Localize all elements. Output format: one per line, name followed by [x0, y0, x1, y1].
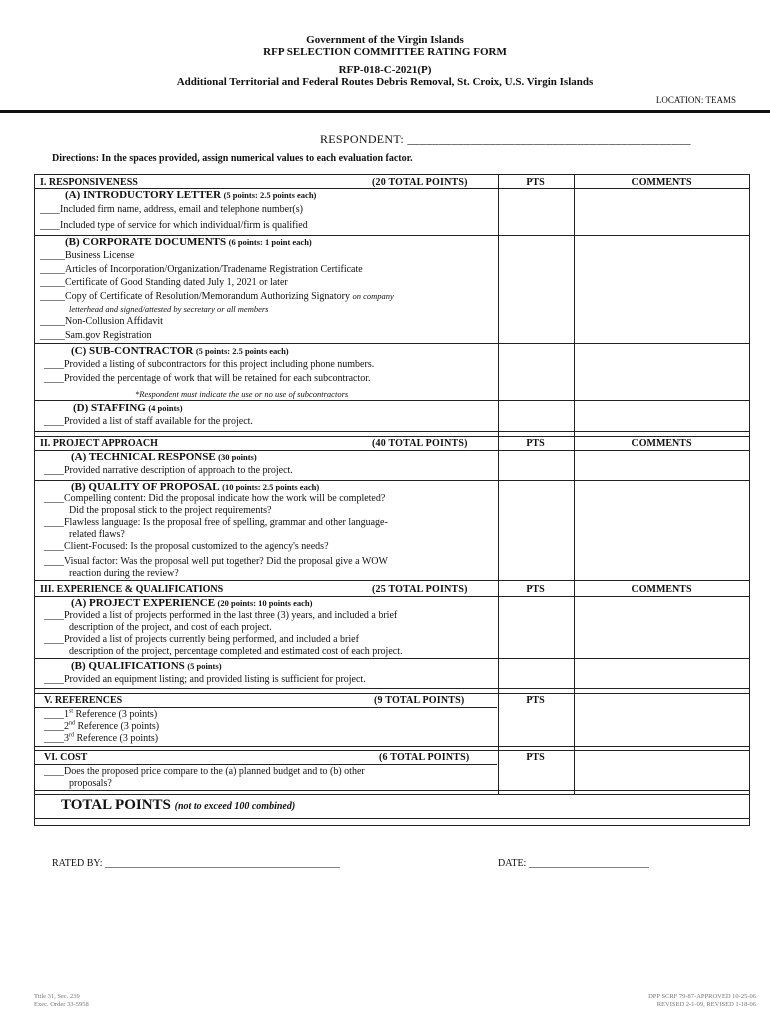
comments-header: COMMENTS [631, 438, 692, 449]
s1-b-item-5[interactable]: _____Non-Collusion Affidavit [40, 316, 163, 327]
rated-by-field[interactable]: RATED BY: _______________________________________________ [52, 858, 340, 869]
s1-a-item-2[interactable]: ____Included type of service for which individual/firm is qualified [40, 220, 308, 231]
rating-table [34, 174, 750, 826]
s1-a-item-1[interactable]: ____Included firm name, address, email and telephone number(s) [40, 204, 303, 215]
s1-b-item-2[interactable]: _____Articles of Incorporation/Organization/Tradename Registration Certificate [40, 264, 363, 275]
section-1-total: (20 TOTAL POINTS) [372, 177, 468, 188]
footer-left-2: Exec. Order 33-5958 [34, 1001, 89, 1008]
s1-d-points: (4 points) [148, 403, 183, 413]
comments-header: COMMENTS [631, 177, 692, 188]
s3-b-points: (5 points) [187, 661, 222, 671]
s3-b-item-1[interactable]: ____Provided an equipment listing; and provided listing is sufficient for project. [44, 674, 366, 685]
date-field[interactable]: DATE: ________________________ [498, 858, 649, 869]
section-6-total: (6 TOTAL POINTS) [379, 752, 470, 763]
divider [35, 746, 749, 747]
comments-header: COMMENTS [631, 584, 692, 595]
s2-a-points: (30 points) [218, 452, 257, 462]
divider [35, 693, 749, 694]
s5-ref-1-a: ____1 [44, 709, 69, 720]
footer-right [648, 993, 756, 1009]
s3-a-item-1[interactable]: ____Provided a list of projects performed in the last three (3) years, and included a brief [44, 610, 398, 621]
total-points [61, 797, 295, 814]
s1-c-note: *Respondent must indicate the use or no use of subcontractors [135, 389, 349, 399]
s2-a-item-1[interactable]: ____Provided narrative description of approach to the project. [44, 465, 293, 476]
s5-ref-3-sup: rd [69, 732, 74, 739]
divider [35, 431, 749, 432]
s5-ref-1-b: Reference (3 points) [73, 709, 158, 720]
total-points-note: (not to exceed 100 combined) [174, 801, 296, 812]
section-2-total: (40 TOTAL POINTS) [372, 438, 468, 449]
header-rule [0, 110, 770, 113]
divider [35, 580, 749, 581]
comments-column [574, 175, 750, 794]
s5-ref-2[interactable] [44, 721, 159, 733]
divider [35, 790, 749, 791]
s1-b-item-4-note2: letterhead and signed/attested by secretary or all members [69, 304, 269, 314]
s1-b-item-4[interactable] [40, 290, 394, 303]
divider [35, 707, 497, 708]
s2-a-heading [71, 451, 257, 464]
s2-b-item-4[interactable]: ____Visual factor: Was the proposal well put together? Did the proposal give a WOW [44, 556, 388, 567]
s1-d-title: (D) STAFFING [73, 402, 146, 414]
s1-b-item-1[interactable]: _____Business License [40, 250, 135, 261]
footer-right-1: DPP SCRF 79-87-APPROVED 10-25-06 [648, 993, 756, 1000]
s1-a-points: (5 points: 2.5 points each) [223, 190, 317, 200]
footer-right-2: REVISED 2-1-09, REVISED 1-18-06 [656, 1001, 756, 1008]
s1-c-heading [71, 345, 289, 358]
s1-a-title: (A) INTRODUCTORY LETTER [65, 189, 222, 201]
s2-b-item-2[interactable]: ____Flawless language: Is the proposal free of spelling, grammar and other language- [44, 517, 388, 528]
header-gov: Government of the Virgin Islands [306, 34, 464, 46]
rfp-number: RFP-018-C-2021(P) [338, 64, 432, 76]
s5-ref-1[interactable] [44, 709, 157, 721]
s1-a-heading [65, 189, 316, 202]
s6-item-1-cont: proposals? [69, 778, 112, 789]
total-points-label: TOTAL POINTS [61, 797, 171, 813]
section-6-title: VI. COST [44, 752, 88, 763]
directions: Directions: In the spaces provided, assign numerical values to each evaluation factor. [52, 153, 413, 164]
s2-b-item-3[interactable]: ____Client-Focused: Is the proposal customized to the agency's needs? [44, 541, 329, 552]
s3-b-title: (B) QUALIFICATIONS [71, 660, 185, 672]
s1-b-points: (6 points: 1 point each) [228, 237, 312, 247]
s1-c-item-2[interactable]: ____Provided the percentage of work that will be retained for each subcontractor. [44, 373, 371, 384]
divider [35, 764, 497, 765]
s3-b-heading [71, 660, 222, 673]
s1-b-heading [65, 236, 312, 249]
divider [35, 436, 749, 437]
s5-ref-3-b: Reference (3 points) [74, 733, 159, 744]
s2-b-title: (B) QUALITY OF PROPOSAL [71, 481, 220, 493]
s2-b-item-4-cont: reaction during the review? [69, 568, 179, 579]
s1-c-points: (5 points: 2.5 points each) [195, 346, 289, 356]
divider [35, 658, 749, 659]
s5-ref-1-sup: st [69, 708, 74, 715]
respondent-field[interactable]: RESPONDENT: _____________________________________________ [320, 132, 691, 146]
s2-b-item-2-cont: related flaws? [69, 529, 125, 540]
section-5-title: V. REFERENCES [44, 695, 123, 706]
s1-c-item-1[interactable]: ____Provided a listing of subcontractors for this project including phone numbers. [44, 359, 375, 370]
pts-header: PTS [526, 177, 545, 188]
divider [35, 400, 749, 401]
s2-b-item-1-cont: Did the proposal stick to the project requirements? [69, 505, 272, 516]
footer-left [34, 993, 89, 1009]
divider [35, 794, 749, 795]
s3-a-heading [71, 597, 312, 610]
pts-header: PTS [526, 438, 545, 449]
s2-b-item-1[interactable]: ____Compelling content: Did the proposal indicate how the work will be completed? [44, 493, 386, 504]
s3-a-title: (A) PROJECT EXPERIENCE [71, 597, 216, 609]
s2-b-points: (10 points: 2.5 points each) [222, 482, 320, 492]
pts-header: PTS [526, 584, 545, 595]
s6-item-1[interactable]: ____Does the proposed price compare to the (a) planned budget and to (b) other [44, 766, 365, 777]
s5-ref-2-a: ____2 [44, 721, 69, 732]
divider [35, 343, 749, 344]
s1-b-item-4-text: _____Copy of Certificate of Resolution/Memorandum Authorizing Signatory [40, 291, 350, 302]
divider [35, 818, 749, 819]
s5-ref-2-sup: nd [69, 720, 75, 727]
s1-b-item-4-note: on company [352, 291, 394, 301]
pts-header: PTS [526, 752, 545, 763]
section-5-total: (9 TOTAL POINTS) [374, 695, 465, 706]
pts-header: PTS [526, 695, 545, 706]
s1-b-item-3[interactable]: _____Certificate of Good Standing dated July 1, 2021 or later [40, 277, 288, 288]
s3-a-item-2-cont: description of the project, percentage completed and estimated cost of each project. [69, 646, 403, 657]
divider [35, 688, 749, 689]
s1-b-title: (B) CORPORATE DOCUMENTS [65, 236, 227, 248]
section-1-title: I. RESPONSIVENESS [40, 177, 138, 188]
s1-b-item-6[interactable]: _____Sam.gov Registration [40, 330, 152, 341]
s1-d-item-1[interactable]: ____Provided a list of staff available for the project. [44, 416, 253, 427]
project-title: Additional Territorial and Federal Routes Debris Removal, St. Croix, U.S. Virgin Islands [176, 76, 594, 88]
s2-a-title: (A) TECHNICAL RESPONSE [71, 451, 216, 463]
s3-a-points: (20 points: 10 points each) [217, 598, 313, 608]
divider [35, 750, 749, 751]
section-3-total: (25 TOTAL POINTS) [372, 584, 468, 595]
location: LOCATION: TEAMS [655, 95, 736, 105]
s1-d-heading [73, 402, 183, 415]
s1-c-title: (C) SUB-CONTRACTOR [71, 345, 194, 357]
s5-ref-3-a: ____3 [44, 733, 69, 744]
s5-ref-3[interactable] [44, 733, 158, 745]
s3-a-item-1-cont: description of the project, and cost of each project. [69, 622, 272, 633]
form-title: RFP SELECTION COMMITTEE RATING FORM [263, 46, 507, 58]
section-2-title: II. PROJECT APPROACH [40, 438, 158, 449]
section-3-title: III. EXPERIENCE & QUALIFICATIONS [40, 584, 224, 595]
s3-a-item-2[interactable]: ____Provided a list of projects currently being performed, and included a brief [44, 634, 359, 645]
footer-left-1: Title 31, Sec. 239 [34, 993, 80, 1000]
s5-ref-2-b: Reference (3 points) [75, 721, 160, 732]
